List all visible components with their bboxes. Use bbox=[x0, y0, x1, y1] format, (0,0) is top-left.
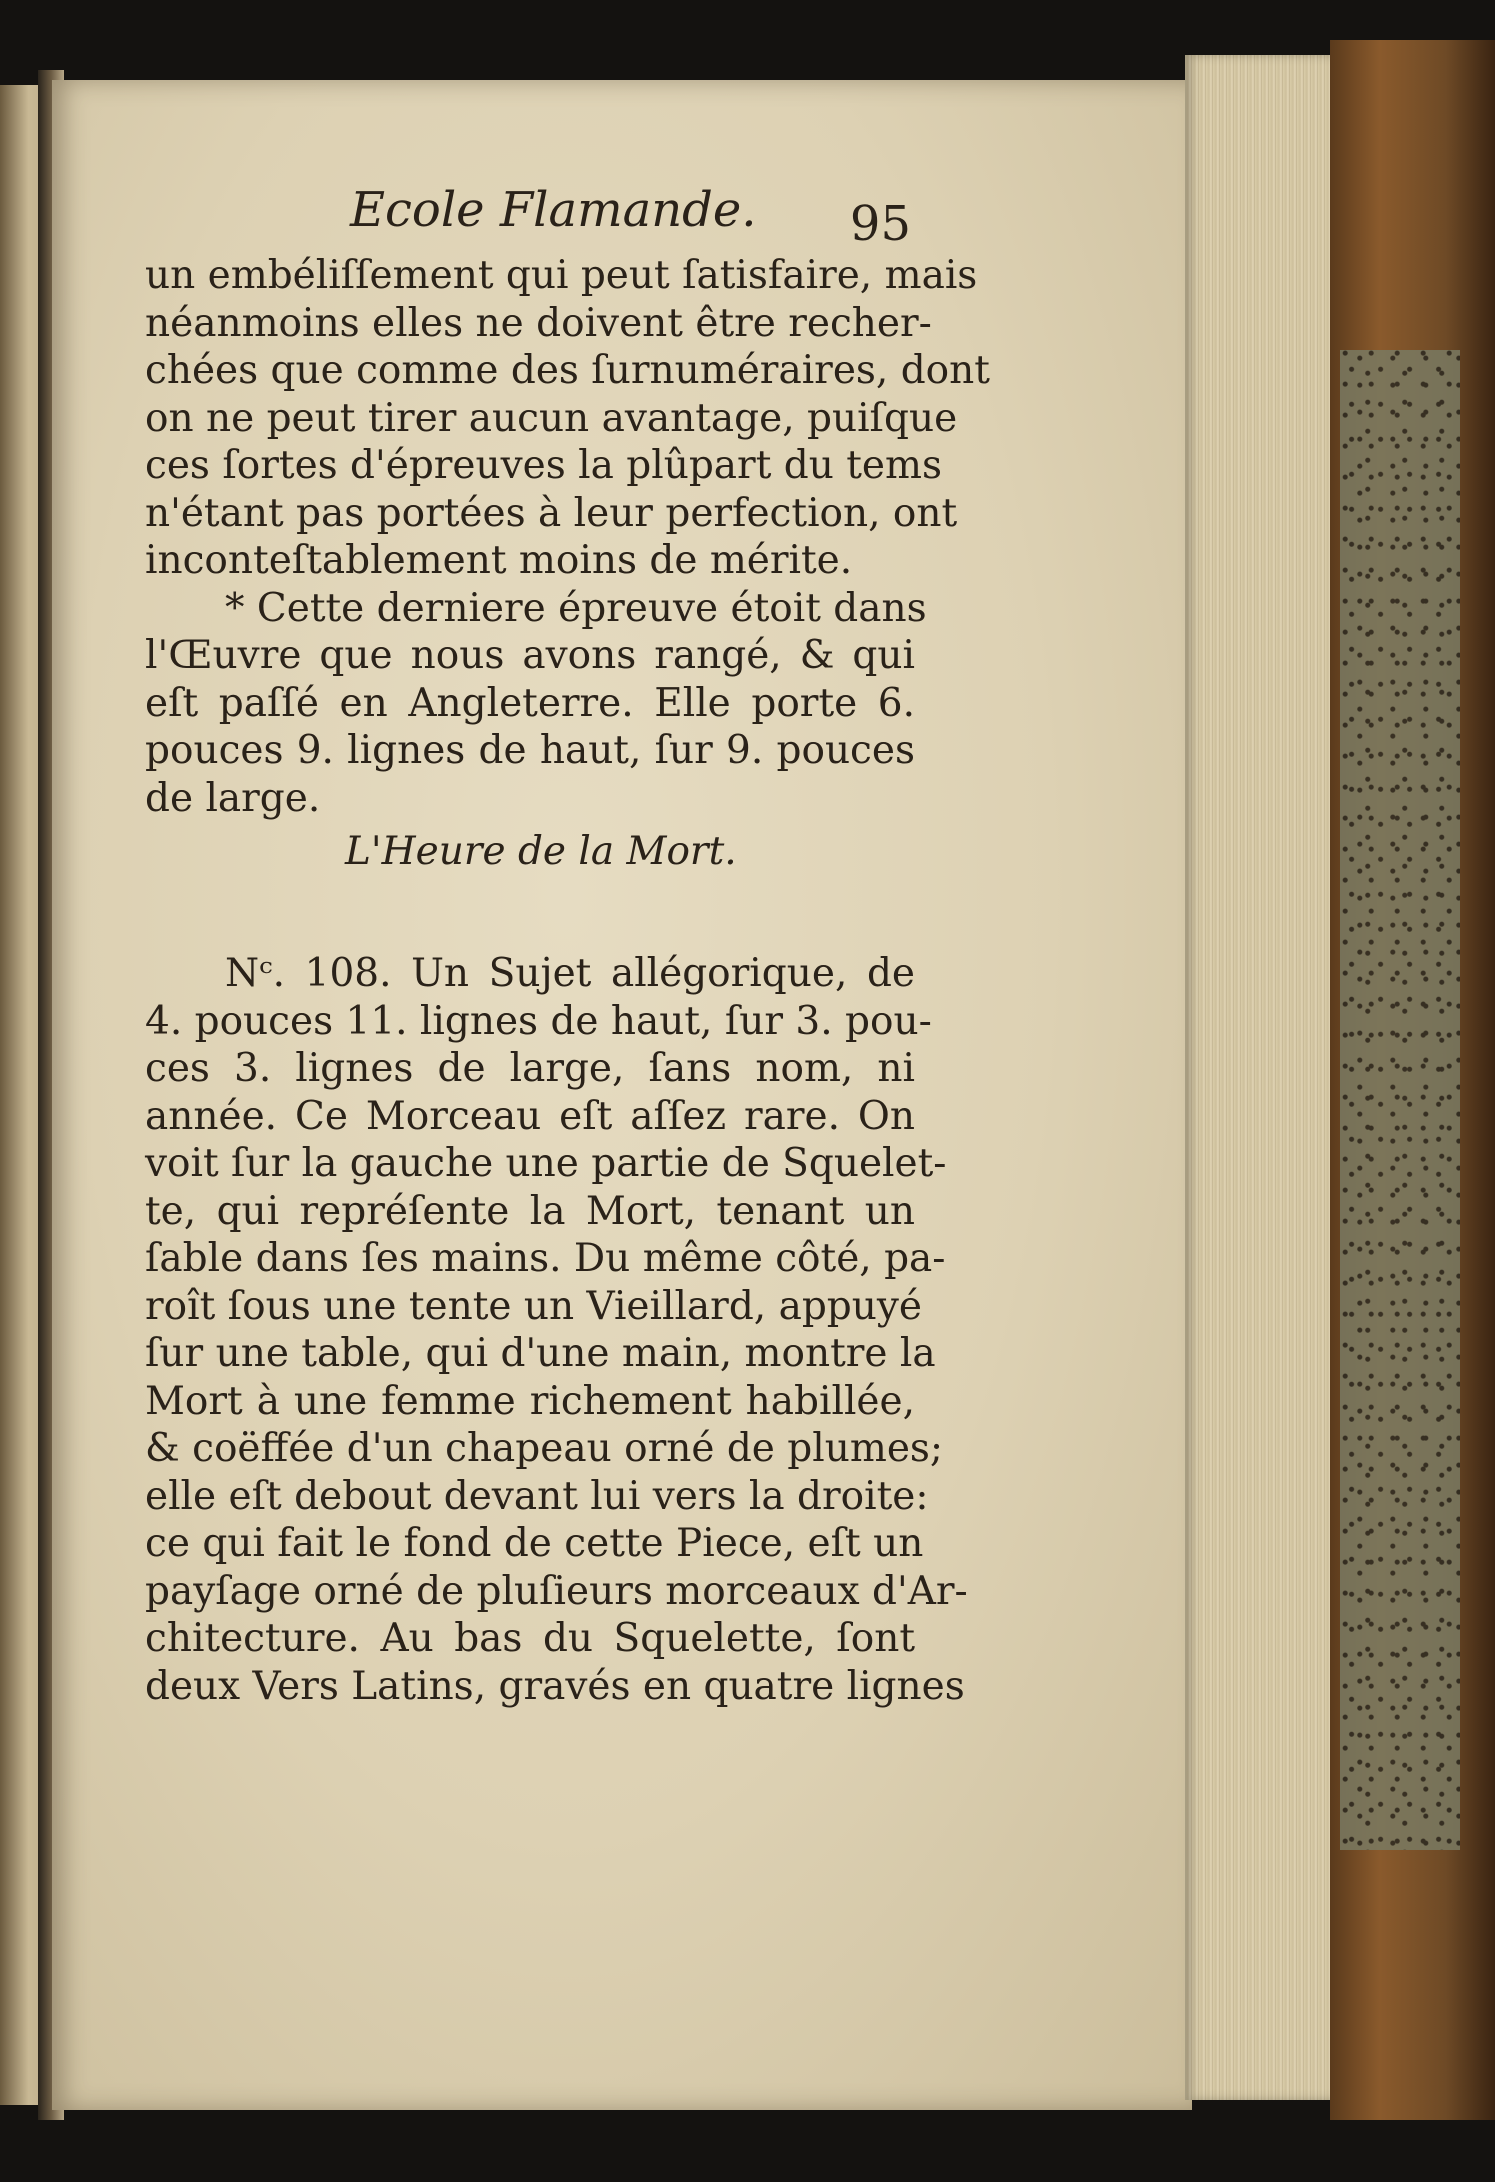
text-line: elle eſt debout devant lui vers la droite: bbox=[145, 1473, 929, 1519]
paragraph-2 bbox=[145, 585, 927, 823]
text-line: voit ſur la gauche une partie de Squelet- bbox=[145, 1141, 947, 1186]
text-line: un embéliſſement qui peut ſatisfaire, mais bbox=[145, 253, 978, 298]
text-line: l'Œuvre que nous avons rangé, & qui bbox=[145, 633, 915, 678]
text-line: deux Vers Latins, gravés en quatre lignes bbox=[145, 1663, 965, 1709]
text-line: chitecture. Au bas du Squelette, ſont bbox=[145, 1616, 915, 1661]
text-line: & coëffée d'un chapeau orné de plumes; bbox=[145, 1426, 944, 1471]
running-head: Ecole Flamande. bbox=[350, 182, 757, 238]
text-line: * Cette derniere épreuve étoit dans bbox=[225, 585, 927, 631]
text-line: Nᶜ. 108. Un Sujet allégorique, de bbox=[225, 951, 915, 996]
page-number: 95 bbox=[849, 196, 911, 252]
text-line: ce qui fait le fond de cette Piece, eſt un bbox=[145, 1521, 924, 1566]
paragraph-1 bbox=[145, 252, 990, 585]
text-line: n'étant pas portées à leur perfection, ont bbox=[145, 490, 958, 536]
text-line: on ne peut tirer aucun avantage, puiſque bbox=[145, 395, 958, 441]
text-line: ſur une table, qui d'une main, montre la bbox=[145, 1331, 936, 1376]
text-line: néanmoins elles ne doivent être recher- bbox=[145, 300, 932, 346]
cover-marbling bbox=[1340, 350, 1460, 1850]
spacer bbox=[145, 880, 915, 950]
text-line: eſt paſſé en Angleterre. Elle porte 6. bbox=[145, 680, 915, 726]
text-line: inconteſtablement moins de mérite. bbox=[145, 538, 853, 583]
text-line: pouces 9. lignes de haut, ſur 9. pouces bbox=[145, 728, 915, 773]
text-line: 4. pouces 11. lignes de haut, ſur 3. pou- bbox=[145, 998, 932, 1044]
text-line: de large. bbox=[145, 775, 321, 821]
text-line: ſable dans ſes mains. Du même côté, pa- bbox=[145, 1236, 946, 1281]
paragraph-3 bbox=[145, 950, 968, 1710]
text-line: te, qui repréſente la Mort, tenant un bbox=[145, 1188, 915, 1234]
text-line: payſage orné de pluſieurs morceaux d'Ar- bbox=[145, 1568, 968, 1614]
text-line: chées que comme des ſurnuméraires, dont bbox=[145, 348, 990, 393]
text-line: Mort à une femme richement habillée, bbox=[145, 1378, 915, 1424]
page-block-edges bbox=[1185, 55, 1335, 2100]
page-header bbox=[145, 180, 915, 252]
text-line: ces ſortes d'épreuves la plûpart du tems bbox=[145, 443, 942, 488]
section-title: L'Heure de la Mort. bbox=[345, 829, 737, 874]
text-line: ces 3. lignes de large, ſans nom, ni bbox=[145, 1046, 915, 1091]
text-line: roît ſous une tente un Vieillard, appuyé bbox=[145, 1283, 922, 1329]
page-text bbox=[145, 180, 990, 1710]
text-line: année. Ce Morceau eſt aſſez rare. On bbox=[145, 1093, 915, 1139]
